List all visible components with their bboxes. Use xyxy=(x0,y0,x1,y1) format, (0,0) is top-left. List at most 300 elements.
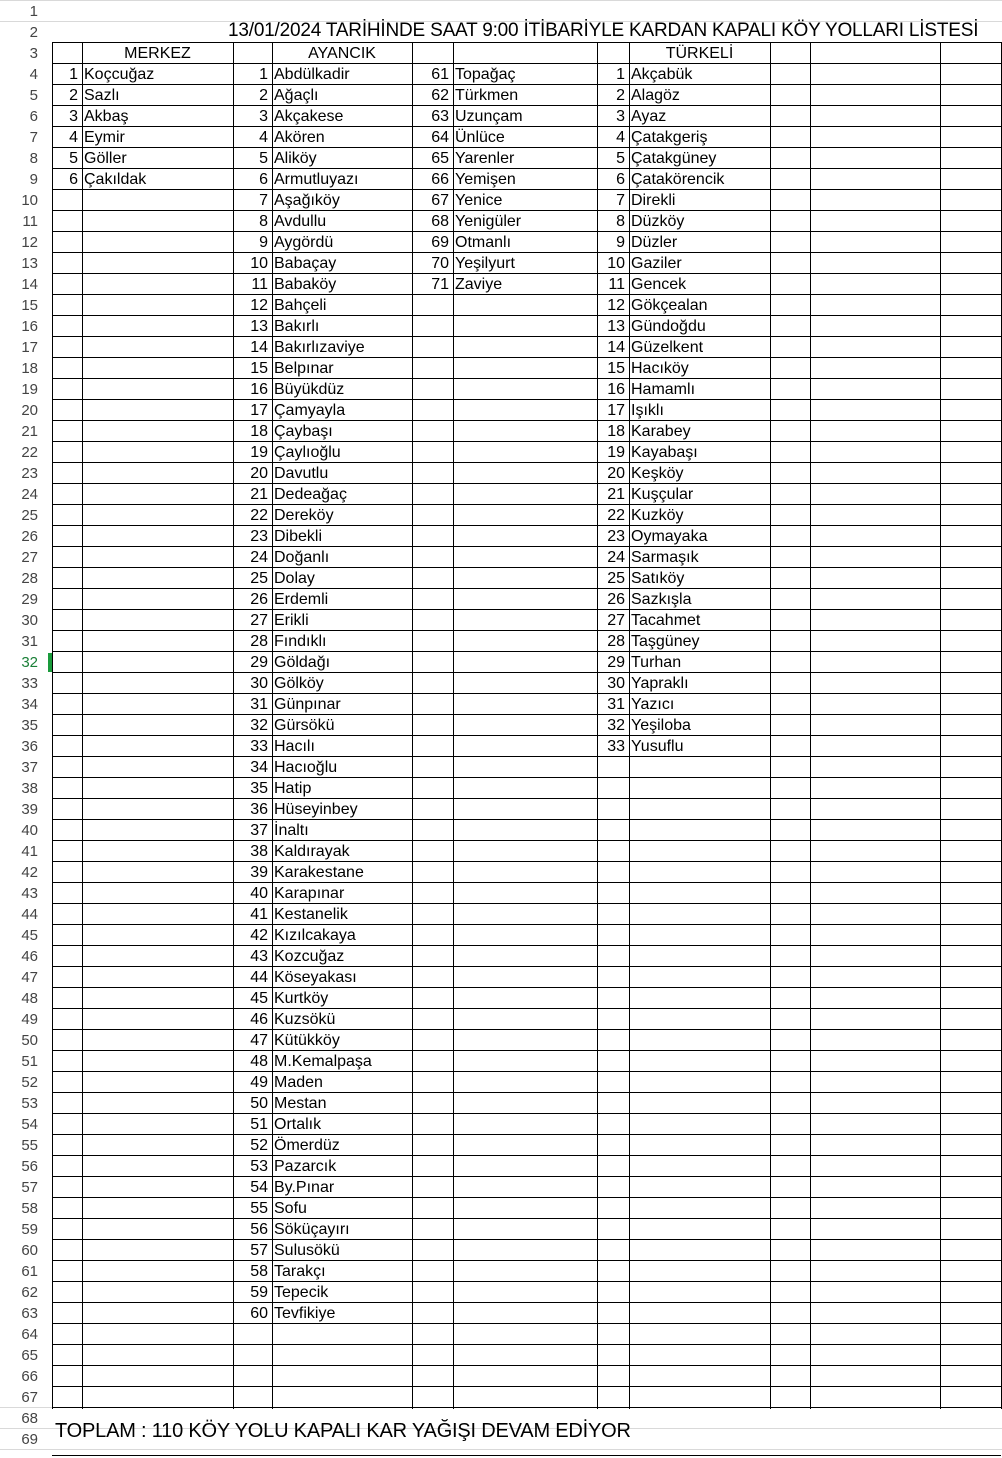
cell-number[interactable]: 13 xyxy=(250,318,268,335)
row-header[interactable]: 18 xyxy=(0,358,52,379)
row-header[interactable]: 27 xyxy=(0,547,52,568)
cell-number[interactable]: 42 xyxy=(250,927,268,944)
gridline xyxy=(0,0,1002,1)
cell-village-name[interactable]: Karakestane xyxy=(274,864,364,881)
row-header[interactable]: 17 xyxy=(0,337,52,358)
cell-number[interactable]: 19 xyxy=(607,444,625,461)
cell-number[interactable]: 24 xyxy=(607,549,625,566)
cell-number[interactable]: 57 xyxy=(250,1242,268,1259)
row-header[interactable]: 61 xyxy=(0,1261,52,1282)
cell-number[interactable]: 68 xyxy=(431,213,449,230)
row-header[interactable]: 25 xyxy=(0,505,52,526)
cell-number[interactable]: 17 xyxy=(250,402,268,419)
cell-number[interactable]: 33 xyxy=(250,738,268,755)
cell-village-name[interactable]: Akçabük xyxy=(631,66,693,83)
cell-number[interactable]: 5 xyxy=(259,150,268,167)
cell-number[interactable]: 55 xyxy=(250,1200,268,1217)
cell-village-name[interactable]: Söküçayırı xyxy=(274,1221,350,1238)
cell-village-name[interactable]: Akören xyxy=(274,129,325,146)
row-header[interactable]: 15 xyxy=(0,295,52,316)
cell-number[interactable]: 67 xyxy=(431,192,449,209)
row-header[interactable]: 42 xyxy=(0,862,52,883)
cell-village-name[interactable]: Davutlu xyxy=(274,465,329,482)
cell-village-name[interactable]: İnaltı xyxy=(274,822,309,839)
cell-number[interactable]: 4 xyxy=(616,129,625,146)
row-header[interactable]: 32 xyxy=(0,652,52,673)
row-header[interactable]: 59 xyxy=(0,1219,52,1240)
row-header[interactable]: 3 xyxy=(0,43,52,64)
cell-number[interactable]: 21 xyxy=(607,486,625,503)
cell-village-name[interactable]: Keşköy xyxy=(631,465,684,482)
cell-village-name[interactable]: Kütükköy xyxy=(274,1032,340,1049)
cell-number[interactable]: 32 xyxy=(250,717,268,734)
cell-village-name[interactable]: Avdullu xyxy=(274,213,327,230)
cell-village-name[interactable]: Gündoğdu xyxy=(631,318,706,335)
cell-village-name[interactable]: Gökçealan xyxy=(631,297,708,314)
cell-village-name[interactable]: Aşağıköy xyxy=(274,192,340,209)
cell-number[interactable]: 20 xyxy=(607,465,625,482)
row-header[interactable]: 12 xyxy=(0,232,52,253)
cell-number[interactable]: 26 xyxy=(250,591,268,608)
gridline xyxy=(52,567,1001,568)
row-header[interactable]: 56 xyxy=(0,1156,52,1177)
gridline xyxy=(52,1113,1001,1114)
cell-village-name[interactable]: Bahçeli xyxy=(274,297,327,314)
cell-number[interactable]: 27 xyxy=(607,612,625,629)
cell-village-name[interactable]: Belpınar xyxy=(274,360,334,377)
cell-village-name[interactable]: Gaziler xyxy=(631,255,682,272)
cell-number[interactable]: 54 xyxy=(250,1179,268,1196)
row-header[interactable]: 37 xyxy=(0,757,52,778)
cell-number[interactable]: 18 xyxy=(607,423,625,440)
header-merkez[interactable]: MERKEZ xyxy=(124,45,191,62)
row-header[interactable]: 64 xyxy=(0,1324,52,1345)
cell-number[interactable]: 30 xyxy=(607,675,625,692)
row-header[interactable]: 63 xyxy=(0,1303,52,1324)
row-header[interactable]: 47 xyxy=(0,967,52,988)
row-header[interactable]: 29 xyxy=(0,589,52,610)
cell-number[interactable]: 2 xyxy=(69,87,78,104)
cell-number[interactable]: 13 xyxy=(607,318,625,335)
cell-number[interactable]: 50 xyxy=(250,1095,268,1112)
row-header[interactable]: 28 xyxy=(0,568,52,589)
cell-number[interactable]: 66 xyxy=(431,171,449,188)
sheet-title[interactable]: 13/01/2024 TARİHİNDE SAAT 9:00 İTİBARİYLE KARDAN KAPALI KÖY YOLLARI LİSTESİ xyxy=(228,20,979,41)
cell-number[interactable]: 56 xyxy=(250,1221,268,1238)
cell-number[interactable]: 21 xyxy=(250,486,268,503)
cell-number[interactable]: 38 xyxy=(250,843,268,860)
cell-number[interactable]: 52 xyxy=(250,1137,268,1154)
cell-village-name[interactable]: Düzköy xyxy=(631,213,685,230)
row-header[interactable]: 67 xyxy=(0,1387,52,1408)
row-header[interactable]: 49 xyxy=(0,1009,52,1030)
cell-number[interactable]: 62 xyxy=(431,87,449,104)
cell-village-name[interactable]: Büyükdüz xyxy=(274,381,345,398)
row-header[interactable]: 22 xyxy=(0,442,52,463)
cell-village-name[interactable]: Göldağı xyxy=(274,654,331,671)
cell-village-name[interactable]: Kozcuğaz xyxy=(274,948,345,965)
row-header[interactable]: 52 xyxy=(0,1072,52,1093)
cell-number[interactable]: 11 xyxy=(251,276,268,293)
row-header[interactable]: 19 xyxy=(0,379,52,400)
cell-number[interactable]: 12 xyxy=(250,297,268,314)
row-header[interactable]: 69 xyxy=(0,1429,52,1450)
cell-village-name[interactable]: Işıklı xyxy=(631,402,664,419)
row-header[interactable]: 35 xyxy=(0,715,52,736)
cell-village-name[interactable]: Otmanlı xyxy=(455,234,512,251)
cell-number[interactable]: 9 xyxy=(259,234,268,251)
cell-village-name[interactable]: Alagöz xyxy=(631,87,680,104)
cell-number[interactable]: 45 xyxy=(250,990,268,1007)
cell-village-name[interactable]: Yarenler xyxy=(455,150,515,167)
row-header[interactable]: 10 xyxy=(0,190,52,211)
cell-village-name[interactable]: Kızılcakaya xyxy=(274,927,356,944)
row-header[interactable]: 9 xyxy=(0,169,52,190)
row-header[interactable]: 36 xyxy=(0,736,52,757)
cell-village-name[interactable]: Yusuflu xyxy=(631,738,684,755)
cell-number[interactable]: 71 xyxy=(431,276,449,293)
row-header[interactable]: 5 xyxy=(0,85,52,106)
cell-number[interactable]: 31 xyxy=(607,696,625,713)
cell-village-name[interactable]: Günpınar xyxy=(274,696,341,713)
cell-number[interactable]: 70 xyxy=(431,255,449,272)
cell-village-name[interactable]: Sazkışla xyxy=(631,591,692,608)
cell-number[interactable]: 64 xyxy=(431,129,449,146)
cell-village-name[interactable]: Tevfikiye xyxy=(274,1305,336,1322)
cell-village-name[interactable]: Kestanelik xyxy=(274,906,348,923)
cell-village-name[interactable]: Sofu xyxy=(274,1200,307,1217)
row-header[interactable]: 66 xyxy=(0,1366,52,1387)
cell-village-name[interactable]: Koçcuğaz xyxy=(84,66,155,83)
cell-village-name[interactable]: Kayabaşı xyxy=(631,444,698,461)
cell-village-name[interactable]: Abdülkadir xyxy=(274,66,350,83)
row-header[interactable]: 4 xyxy=(0,64,52,85)
cell-number[interactable]: 33 xyxy=(607,738,625,755)
cell-village-name[interactable]: Kuzköy xyxy=(631,507,684,524)
cell-number[interactable]: 16 xyxy=(607,381,625,398)
cell-village-name[interactable]: Yazıcı xyxy=(631,696,675,713)
cell-number[interactable]: 29 xyxy=(250,654,268,671)
cell-number[interactable]: 3 xyxy=(259,108,268,125)
cell-village-name[interactable]: Sazlı xyxy=(84,87,120,104)
cell-village-name[interactable]: Hamamlı xyxy=(631,381,696,398)
cell-village-name[interactable]: Çakıldak xyxy=(84,171,147,188)
cell-village-name[interactable]: Gencek xyxy=(631,276,687,293)
row-header[interactable]: 34 xyxy=(0,694,52,715)
row-header[interactable]: 20 xyxy=(0,400,52,421)
cell-village-name[interactable]: Hacıoğlu xyxy=(274,759,338,776)
row-header[interactable]: 23 xyxy=(0,463,52,484)
row-header[interactable]: 41 xyxy=(0,841,52,862)
cell-village-name[interactable]: Yemişen xyxy=(455,171,516,188)
row-header[interactable]: 24 xyxy=(0,484,52,505)
row-header[interactable]: 58 xyxy=(0,1198,52,1219)
cell-village-name[interactable]: Bakırlızaviye xyxy=(274,339,365,356)
cell-village-name[interactable]: Çamyayla xyxy=(274,402,346,419)
row-header[interactable]: 2 xyxy=(0,22,52,43)
cell-number[interactable]: 46 xyxy=(250,1011,268,1028)
cell-village-name[interactable]: Dereköy xyxy=(274,507,334,524)
row-header[interactable]: 44 xyxy=(0,904,52,925)
row-header[interactable]: 6 xyxy=(0,106,52,127)
cell-village-name[interactable]: Tepecik xyxy=(274,1284,329,1301)
cell-village-name[interactable]: Babaçay xyxy=(274,255,337,272)
cell-village-name[interactable]: Hatip xyxy=(274,780,312,797)
cell-village-name[interactable]: Mestan xyxy=(274,1095,327,1112)
cell-number[interactable]: 20 xyxy=(250,465,268,482)
cell-number[interactable]: 8 xyxy=(259,213,268,230)
cell-village-name[interactable]: Çatakörencik xyxy=(631,171,725,188)
cell-village-name[interactable]: Gürsökü xyxy=(274,717,335,734)
cell-number[interactable]: 69 xyxy=(431,234,449,251)
cell-village-name[interactable]: Armutluyazı xyxy=(274,171,359,188)
cell-number[interactable]: 53 xyxy=(250,1158,268,1175)
cell-number[interactable]: 31 xyxy=(250,696,268,713)
cell-number[interactable]: 1 xyxy=(69,66,78,83)
cell-number[interactable]: 27 xyxy=(250,612,268,629)
cell-village-name[interactable]: Ömerdüz xyxy=(274,1137,340,1154)
cell-number[interactable]: 47 xyxy=(250,1032,268,1049)
row-header[interactable]: 45 xyxy=(0,925,52,946)
cell-number[interactable]: 40 xyxy=(250,885,268,902)
cell-number[interactable]: 1 xyxy=(616,66,625,83)
cell-number[interactable]: 41 xyxy=(250,906,268,923)
cell-village-name[interactable]: Güzelkent xyxy=(631,339,704,356)
cell-village-name[interactable]: Kuzsökü xyxy=(274,1011,336,1028)
cell-village-name[interactable]: Akçakese xyxy=(274,108,344,125)
row-header[interactable]: 57 xyxy=(0,1177,52,1198)
cell-village-name[interactable]: Turhan xyxy=(631,654,682,671)
cell-number[interactable]: 48 xyxy=(250,1053,268,1070)
cell-number[interactable]: 2 xyxy=(259,87,268,104)
cell-village-name[interactable]: Erikli xyxy=(274,612,309,629)
cell-number[interactable]: 15 xyxy=(607,360,625,377)
row-header[interactable]: 16 xyxy=(0,316,52,337)
row-header[interactable]: 54 xyxy=(0,1114,52,1135)
cell-number[interactable]: 39 xyxy=(250,864,268,881)
cell-village-name[interactable]: Topağaç xyxy=(455,66,516,83)
cell-village-name[interactable]: Göller xyxy=(84,150,127,167)
cell-number[interactable]: 1 xyxy=(259,66,268,83)
cell-number[interactable]: 17 xyxy=(607,402,625,419)
row-header[interactable]: 51 xyxy=(0,1051,52,1072)
cell-number[interactable]: 19 xyxy=(250,444,268,461)
gridline xyxy=(940,42,941,1409)
cell-village-name[interactable]: Babaköy xyxy=(274,276,337,293)
cell-village-name[interactable]: Çaybaşı xyxy=(274,423,333,440)
cell-number[interactable]: 4 xyxy=(69,129,78,146)
row-header[interactable]: 8 xyxy=(0,148,52,169)
cell-village-name[interactable]: Yenigüler xyxy=(455,213,522,230)
cell-village-name[interactable]: Eymir xyxy=(84,129,125,146)
cell-number[interactable]: 6 xyxy=(69,171,78,188)
cell-village-name[interactable]: Tarakçı xyxy=(274,1263,326,1280)
cell-number[interactable]: 14 xyxy=(607,339,625,356)
row-header[interactable]: 31 xyxy=(0,631,52,652)
cell-number[interactable]: 59 xyxy=(250,1284,268,1301)
cell-village-name[interactable]: Yenice xyxy=(455,192,503,209)
cell-village-name[interactable]: Hüseyinbey xyxy=(274,801,358,818)
cell-number[interactable]: 16 xyxy=(250,381,268,398)
cell-village-name[interactable]: Dolay xyxy=(274,570,315,587)
cell-village-name[interactable]: Fındıklı xyxy=(274,633,327,650)
cell-number[interactable]: 34 xyxy=(250,759,268,776)
row-header[interactable]: 21 xyxy=(0,421,52,442)
cell-number[interactable]: 44 xyxy=(250,969,268,986)
cell-number[interactable]: 51 xyxy=(250,1116,268,1133)
cell-number[interactable]: 22 xyxy=(607,507,625,524)
cell-village-name[interactable]: Bakırlı xyxy=(274,318,320,335)
cell-number[interactable]: 5 xyxy=(616,150,625,167)
cell-village-name[interactable]: Karapınar xyxy=(274,885,345,902)
cell-village-name[interactable]: Doğanlı xyxy=(274,549,330,566)
footer-total[interactable]: TOPLAM : 110 KÖY YOLU KAPALI KAR YAĞIŞI DEVAM EDİYOR xyxy=(55,1420,631,1442)
row-header[interactable]: 26 xyxy=(0,526,52,547)
cell-village-name[interactable]: Maden xyxy=(274,1074,323,1091)
cell-number[interactable]: 23 xyxy=(250,528,268,545)
cell-number[interactable]: 43 xyxy=(250,948,268,965)
row-header[interactable]: 65 xyxy=(0,1345,52,1366)
cell-village-name[interactable]: Tacahmet xyxy=(631,612,701,629)
cell-number[interactable]: 14 xyxy=(250,339,268,356)
cell-village-name[interactable]: Dedeağaç xyxy=(274,486,347,503)
cell-number[interactable]: 7 xyxy=(616,192,625,209)
gridline xyxy=(52,945,1001,946)
cell-number[interactable]: 9 xyxy=(616,234,625,251)
cell-village-name[interactable]: Kurtköy xyxy=(274,990,329,1007)
cell-village-name[interactable]: Çaylıoğlu xyxy=(274,444,341,461)
cell-number[interactable]: 30 xyxy=(250,675,268,692)
row-header[interactable]: 48 xyxy=(0,988,52,1009)
cell-number[interactable]: 6 xyxy=(616,171,625,188)
cell-village-name[interactable]: Akbaş xyxy=(84,108,129,125)
cell-number[interactable]: 61 xyxy=(431,66,449,83)
cell-village-name[interactable]: Zaviye xyxy=(455,276,503,293)
cell-number[interactable]: 63 xyxy=(431,108,449,125)
row-header[interactable]: 55 xyxy=(0,1135,52,1156)
cell-number[interactable]: 3 xyxy=(69,108,78,125)
cell-number[interactable]: 28 xyxy=(607,633,625,650)
cell-number[interactable]: 4 xyxy=(259,129,268,146)
cell-village-name[interactable]: Hacılı xyxy=(274,738,315,755)
row-header[interactable]: 13 xyxy=(0,253,52,274)
row-header[interactable]: 43 xyxy=(0,883,52,904)
cell-village-name[interactable]: Türkmen xyxy=(455,87,519,104)
cell-number[interactable]: 60 xyxy=(250,1305,268,1322)
cell-village-name[interactable]: Yapraklı xyxy=(631,675,689,692)
cell-number[interactable]: 11 xyxy=(608,276,625,293)
cell-village-name[interactable]: Oymayaka xyxy=(631,528,708,545)
cell-village-name[interactable]: Dibekli xyxy=(274,528,323,545)
row-header[interactable]: 40 xyxy=(0,820,52,841)
cell-number[interactable]: 18 xyxy=(250,423,268,440)
gridline xyxy=(52,1029,1001,1030)
cell-village-name[interactable]: Pazarcık xyxy=(274,1158,337,1175)
cell-number[interactable]: 25 xyxy=(250,570,268,587)
row-header[interactable]: 30 xyxy=(0,610,52,631)
cell-village-name[interactable]: Uzunçam xyxy=(455,108,523,125)
cell-number[interactable]: 3 xyxy=(616,108,625,125)
row-header[interactable]: 50 xyxy=(0,1030,52,1051)
row-header[interactable]: 60 xyxy=(0,1240,52,1261)
cell-village-name[interactable]: Kaldırayak xyxy=(274,843,350,860)
cell-village-name[interactable]: Aliköy xyxy=(274,150,317,167)
header-ayancik[interactable]: AYANCIK xyxy=(308,45,376,62)
row-header[interactable]: 38 xyxy=(0,778,52,799)
cell-number[interactable]: 35 xyxy=(250,780,268,797)
cell-number[interactable]: 22 xyxy=(250,507,268,524)
cell-village-name[interactable]: Hacıköy xyxy=(631,360,689,377)
cell-village-name[interactable]: Erdemli xyxy=(274,591,329,608)
cell-number[interactable]: 29 xyxy=(607,654,625,671)
cell-village-name[interactable]: M.Kemalpaşa xyxy=(274,1053,372,1070)
row-header[interactable]: 7 xyxy=(0,127,52,148)
row-header[interactable]: 39 xyxy=(0,799,52,820)
cell-village-name[interactable]: Ayaz xyxy=(631,108,667,125)
cell-village-name[interactable]: Gölköy xyxy=(274,675,324,692)
row-header[interactable]: 53 xyxy=(0,1093,52,1114)
row-header[interactable]: 1 xyxy=(0,1,52,22)
cell-number[interactable]: 2 xyxy=(616,87,625,104)
cell-number[interactable]: 24 xyxy=(250,549,268,566)
cell-village-name[interactable]: Ortalık xyxy=(274,1116,322,1133)
cell-number[interactable]: 6 xyxy=(259,171,268,188)
cell-number[interactable]: 49 xyxy=(250,1074,268,1091)
cell-number[interactable]: 7 xyxy=(259,192,268,209)
cell-village-name[interactable]: Sulusökü xyxy=(274,1242,340,1259)
cell-village-name[interactable]: Yeşilyurt xyxy=(455,255,515,272)
cell-number[interactable]: 12 xyxy=(607,297,625,314)
row-header[interactable]: 33 xyxy=(0,673,52,694)
cell-village-name[interactable]: Taşgüney xyxy=(631,633,700,650)
cell-village-name[interactable]: By.Pınar xyxy=(274,1179,335,1196)
cell-number[interactable]: 15 xyxy=(250,360,268,377)
row-header[interactable]: 46 xyxy=(0,946,52,967)
row-header[interactable]: 11 xyxy=(0,211,52,232)
cell-number[interactable]: 65 xyxy=(431,150,449,167)
header-turkeli[interactable]: TÜRKELİ xyxy=(665,45,734,62)
row-header[interactable]: 14 xyxy=(0,274,52,295)
cell-number[interactable]: 37 xyxy=(250,822,268,839)
cell-village-name[interactable]: Sarmaşık xyxy=(631,549,699,566)
row-header[interactable]: 62 xyxy=(0,1282,52,1303)
cell-village-name[interactable]: Ağaçlı xyxy=(274,87,319,104)
cell-number[interactable]: 23 xyxy=(607,528,625,545)
cell-number[interactable]: 10 xyxy=(250,255,268,272)
cell-number[interactable]: 58 xyxy=(250,1263,268,1280)
row-header[interactable]: 68 xyxy=(0,1408,52,1429)
cell-village-name[interactable]: Çatakgeriş xyxy=(631,129,708,146)
cell-number[interactable]: 36 xyxy=(250,801,268,818)
cell-number[interactable]: 26 xyxy=(607,591,625,608)
cell-village-name[interactable]: Köseyakası xyxy=(274,969,357,986)
cell-village-name[interactable]: Kuşçular xyxy=(631,486,694,503)
cell-village-name[interactable]: Aygördü xyxy=(274,234,334,251)
cell-village-name[interactable]: Düzler xyxy=(631,234,678,251)
cell-number[interactable]: 8 xyxy=(616,213,625,230)
cell-number[interactable]: 32 xyxy=(607,717,625,734)
cell-village-name[interactable]: Yeşiloba xyxy=(631,717,691,734)
cell-number[interactable]: 5 xyxy=(69,150,78,167)
cell-number[interactable]: 25 xyxy=(607,570,625,587)
cell-village-name[interactable]: Çatakgüney xyxy=(631,150,717,167)
cell-village-name[interactable]: Direkli xyxy=(631,192,676,209)
cell-number[interactable]: 10 xyxy=(607,255,625,272)
cell-number[interactable]: 28 xyxy=(250,633,268,650)
cell-village-name[interactable]: Karabey xyxy=(631,423,691,440)
cell-village-name[interactable]: Ünlüce xyxy=(455,129,505,146)
cell-village-name[interactable]: Satıköy xyxy=(631,570,685,587)
